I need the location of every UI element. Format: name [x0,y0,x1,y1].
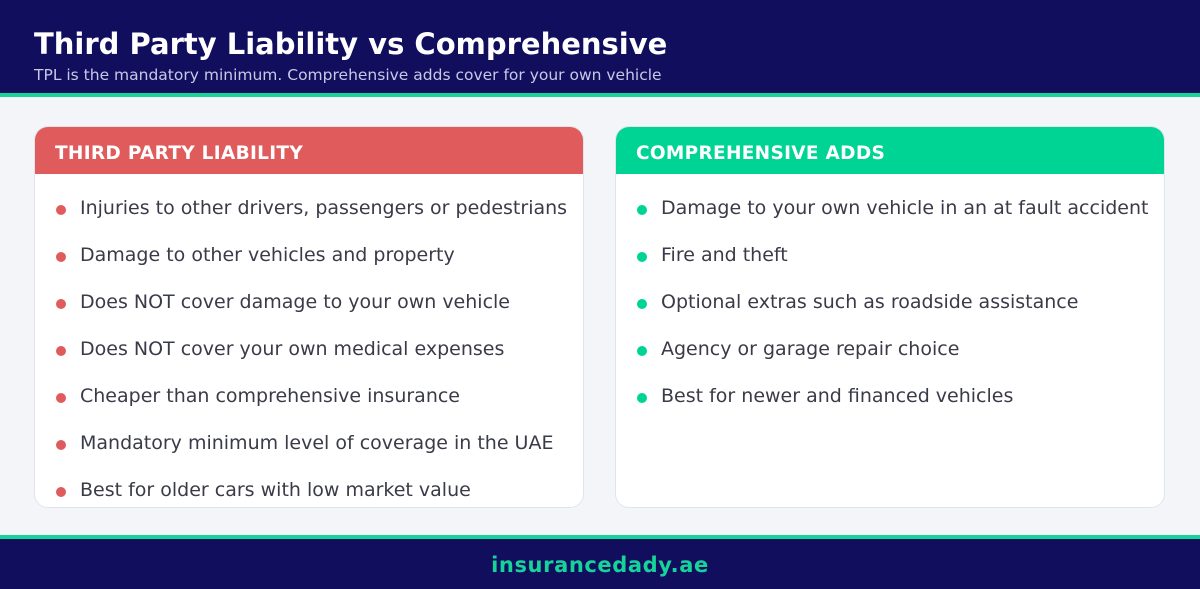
bullet-icon [637,252,647,262]
bullet-icon [56,346,66,356]
tpl-card-heading: THIRD PARTY LIABILITY [35,127,583,174]
tpl-item-text: Injuries to other drivers, passengers or pedestrians [80,197,568,219]
comprehensive-card [615,126,1165,508]
bullet-icon [56,440,66,450]
comprehensive-item-text: Fire and theft [661,244,788,266]
tpl-item-text: Best for older cars with low market value [80,479,471,501]
tpl-card [34,126,584,508]
comprehensive-list-item [616,337,1146,361]
header-banner [0,0,1200,93]
tpl-list-item [35,290,565,314]
page-title: Third Party Liability vs Comprehensive [34,27,668,61]
header-accent-line [0,93,1200,97]
bullet-icon [56,299,66,309]
tpl-list-item [35,431,565,455]
footer-banner [0,539,1200,589]
bullet-icon [637,393,647,403]
tpl-item-text: Damage to other vehicles and property [80,244,455,266]
comprehensive-list-item [616,384,1146,408]
bullet-icon [637,299,647,309]
comprehensive-list-item [616,290,1146,314]
comprehensive-item-text: Optional extras such as roadside assistance [661,291,1079,313]
comprehensive-item-text: Agency or garage repair choice [661,338,960,360]
tpl-item-text: Cheaper than comprehensive insurance [80,385,460,407]
tpl-list-item [35,384,565,408]
comprehensive-item-text: Best for newer and financed vehicles [661,385,1014,407]
bullet-icon [637,346,647,356]
comprehensive-list-item [616,243,1146,267]
bullet-icon [637,205,647,215]
bullet-icon [56,205,66,215]
comprehensive-card-heading: COMPREHENSIVE ADDS [616,127,1164,174]
site-url[interactable]: insurancedady.ae [491,553,709,577]
comprehensive-item-text: Damage to your own vehicle in an at fault accident [661,197,1149,219]
bullet-icon [56,252,66,262]
comprehensive-list-item [616,196,1149,220]
tpl-list-item [35,337,565,361]
bullet-icon [56,393,66,403]
tpl-item-text: Mandatory minimum level of coverage in the UAE [80,432,554,454]
bullet-icon [56,487,66,497]
tpl-list-item [35,243,565,267]
tpl-list-item [35,196,568,220]
tpl-list-item [35,478,565,502]
page-subtitle: TPL is the mandatory minimum. Comprehensive adds cover for your own vehicle [34,66,662,84]
tpl-item-text: Does NOT cover damage to your own vehicle [80,291,510,313]
tpl-item-text: Does NOT cover your own medical expenses [80,338,505,360]
